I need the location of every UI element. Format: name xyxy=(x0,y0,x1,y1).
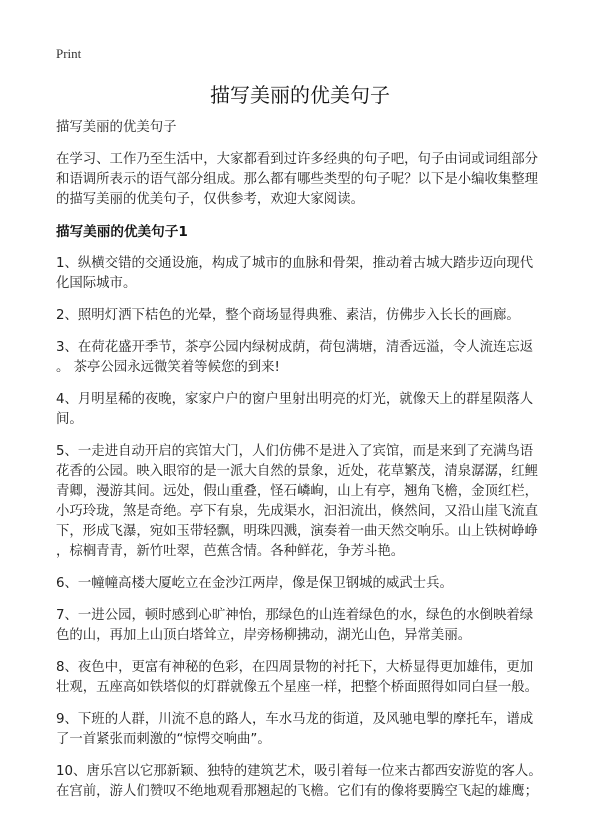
intro-paragraph xyxy=(56,150,556,210)
text-line: 壮观，五座高如铁塔似的灯群就像五个星座一样，把整个桥面照得如同白昼一般。 xyxy=(56,680,539,695)
text-line: 7、一进公园，顿时感到心旷神怡，那绿色的山连着绿色的水，绿色的水倒映着绿 xyxy=(56,608,534,623)
print-link[interactable]: Print xyxy=(56,46,82,61)
section-heading: 描写美丽的优美句子1 xyxy=(56,224,188,240)
text-line: 在宫前，游人们赞叹不绝地观看那翘起的飞檐。它们有的像将要腾空飞起的雄鹰； xyxy=(56,784,539,799)
text-line: 9、下班的人群，川流不息的路人，车水马龙的街道，及风驰电掣的摩托车，谱成 xyxy=(56,712,534,727)
text-line: 了一首紧张而刺激的“惊愕交响曲”。 xyxy=(56,732,271,747)
document-body xyxy=(56,118,556,814)
text-line: 5、一走进自动开启的宾馆大门，人们仿佛不是进入了宾馆，而是来到了充满鸟语 xyxy=(56,444,534,459)
text-line: 8、夜色中，更富有神秘的色彩，在四周景物的衬托下，大桥显得更加雄伟，更加 xyxy=(56,660,534,675)
text-line: 4、月明星稀的夜晚，家家户户的窗户里射出明亮的灯光，就像天上的群星陨落人 xyxy=(56,392,534,407)
text-line: 色的山，再加上山顶白塔耸立，岸旁杨柳拂动，湖光山色，异常美丽。 xyxy=(56,628,472,643)
text-line: 化国际城市。 xyxy=(56,276,137,291)
sentence-item xyxy=(56,338,556,378)
text-line: 和语调所表示的语气部分组成。那么都有哪些类型的句子呢？以下是小编收集整理 xyxy=(56,172,539,187)
page-title: 描写美丽的优美句子 xyxy=(210,83,390,107)
text-line: 10、唐乐宫以它那新颖、独特的建筑艺术，吸引着每一位来古都西安游览的客人。 xyxy=(56,764,542,779)
text-line: 6、一幢幢高楼大厦屹立在金沙江两岸，像是保卫钢城的威武士兵。 xyxy=(56,576,453,591)
sentence-item xyxy=(56,254,556,294)
sentence-item xyxy=(56,606,556,646)
text-line: 3、在荷花盛开季节，茶亭公园内绿树成荫，荷包满塘，清香远溢，令人流连忘返 xyxy=(56,340,534,355)
text-line: 花香的公园。映入眼帘的是一派大自然的景象，近处，花草繁茂，清泉潺潺，红鲤 xyxy=(56,464,539,479)
text-line: 间。 xyxy=(56,412,83,427)
text-line: 的描写美丽的优美句子，仅供参考，欢迎大家阅读。 xyxy=(56,192,364,207)
sentence-item xyxy=(56,390,556,430)
sentence-item xyxy=(56,710,556,750)
text-line: 青卿，漫游其间。远处，假山重叠，怪石嶙峋，山上有亭，翘角飞檐，金顶红栏， xyxy=(56,484,539,499)
text-line: 2、照明灯洒下桔色的光晕，整个商场显得典雅、素洁，仿佛步入长长的画廊。 xyxy=(56,308,520,323)
sentence-item xyxy=(56,658,556,698)
text-line: 下，形成飞瀑，宛如玉带轻飘，明珠四溅，演奏着一曲天然交响乐。山上铁树峥峥 xyxy=(56,524,539,539)
sentence-item xyxy=(56,762,556,802)
text-line: 在学习、工作乃至生活中，大家都看到过许多经典的句子吧，句子由词或词组部分 xyxy=(56,152,539,167)
sentence-item xyxy=(56,574,556,594)
text-line: 小巧玲珑，煞是奇绝。亭下有泉，先成渠水，汩汩流出，倏然间，又沿山崖飞流直 xyxy=(56,504,539,519)
sentence-item xyxy=(56,306,556,326)
text-line: 1、纵横交错的交通设施，构成了城市的血脉和骨架，推动着古城大踏步迈向现代 xyxy=(56,256,534,271)
text-line: ，棕榈青青，新竹吐翠，芭蕉含情。各种鲜花，争芳斗艳。 xyxy=(56,544,405,559)
text-line: 。 茶亭公园永远微笑着等候您的到来! xyxy=(56,360,280,375)
sentence-list xyxy=(56,254,556,802)
sentence-item xyxy=(56,442,556,562)
subtitle: 描写美丽的优美句子 xyxy=(56,120,177,135)
